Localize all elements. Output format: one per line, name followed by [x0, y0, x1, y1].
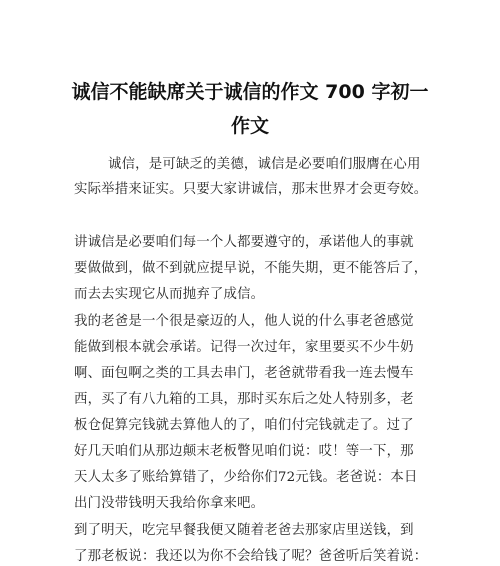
paragraph-line: 天人太多了账给算错了，少给你们72元钱。老爸说：本日 — [74, 470, 418, 485]
paragraph-line: 要做做到，做不到就应提早说，不能失期，更不能答后了， — [74, 261, 428, 276]
paragraph-line: 西，买了有八九箱的工具，那时买东后之处人特别多，老 — [74, 392, 414, 407]
paragraph-line: 出门没带钱明天我给你拿来吧。 — [74, 496, 265, 511]
article-title-line-1: 诚信不能缺席关于诚信的作文 700 字初一 — [71, 81, 429, 103]
paragraph-line: 而去去实现它从而抛弃了成信。 — [74, 287, 265, 302]
paragraph-line: 板仓促算完钱就去算他人的了，咱们付完钱就走了。过了 — [74, 418, 414, 433]
paragraph-line: 啊、面包啊之类的工具去串门，老爸就带看我一连去慢车 — [74, 366, 414, 381]
paragraph-line: 实际举措来证实。只要大家讲诚信，那末世界才会更夸姣。 — [74, 182, 428, 197]
paragraph-line: 到了明天，吃完早餐我便又随着老爸去那家店里送钱，到 — [74, 523, 414, 538]
paragraph-line: 诚信，是可缺乏的美德，诚信是必要咱们服膺在心用 — [108, 157, 421, 172]
paragraph-line: 了那老板说：我还以为你不会给钱了呢？爸爸听后笑着说： — [74, 549, 428, 564]
paragraph-line: 讲诚信是必要咱们每一个人都要遵守的，承诺他人的事就 — [74, 235, 414, 250]
paragraph-line: 我的老爸是一个很是豪迈的人，他人说的什么事老爸感觉 — [74, 314, 414, 329]
paragraph-line: 能做到根本就会承诺。记得一次过年，家里要买不少牛奶 — [74, 340, 414, 355]
paragraph-line: 好几天咱们从那边颠末老板瞥见咱们说：哎！等一下，那 — [74, 444, 414, 459]
article-title-line-2: 作文 — [230, 115, 269, 137]
